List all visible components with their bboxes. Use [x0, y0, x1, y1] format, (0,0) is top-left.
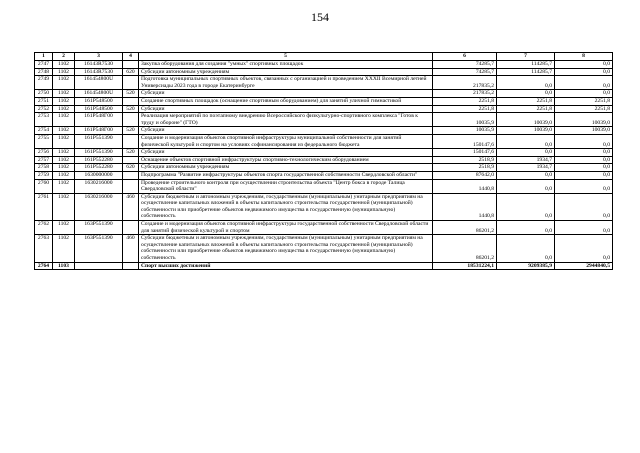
item-name: Закупка оборудования для создания "умных" спортивных площадок: [139, 61, 433, 69]
row-number: 2753: [35, 113, 53, 127]
col-header: 5: [139, 53, 433, 61]
col-header: 4: [123, 53, 139, 61]
table-row: [35, 156, 613, 164]
table-row: [35, 105, 613, 113]
item-name: Создание и модернизация объектов спортивной инфраструктуры государственной собственности Свердловской области для занятий физической культурой и спортом: [139, 221, 433, 235]
amount-year-1: 86201,2: [433, 221, 497, 235]
row-number: 2762: [35, 221, 53, 235]
row-number: 2750: [35, 90, 53, 98]
item-name: Подготовка муниципальных спортивных объектов, связанных с организацией и проведением XXXII Всемирной летней Универсиады 2023 года в городе Екатеринбурге: [139, 76, 433, 90]
amount-year-2: 114285,7: [497, 68, 555, 76]
amount-year-3: 0,0: [555, 164, 613, 172]
col-header: 7: [497, 53, 555, 61]
target-code: 161P548500: [75, 105, 123, 113]
amount-year-2: 0,0: [497, 171, 555, 179]
target-code: 16143R7530: [75, 61, 123, 69]
expense-type: [123, 61, 139, 69]
section-code: 1102: [53, 90, 75, 98]
table-row: [35, 221, 613, 235]
amount-year-1: 87642,0: [433, 171, 497, 179]
target-code: 161454800U: [75, 76, 123, 90]
col-header: 2: [53, 53, 75, 61]
target-code: 163P551390: [75, 235, 123, 262]
table-row: [35, 164, 613, 172]
target-code: 16143R7530: [75, 68, 123, 76]
table-row: [35, 61, 613, 69]
amount-year-1: 1440,8: [433, 193, 497, 220]
section-code: 1102: [53, 105, 75, 113]
section-code: 1102: [53, 149, 75, 157]
item-name: Создание и модернизация объектов спортивной инфраструктуры муниципальной собственности для занятий физической культурой и спортом на условиях софинансирования из федерального бюджета: [139, 134, 433, 148]
row-number: 2755: [35, 134, 53, 148]
target-code: 1630216000: [75, 179, 123, 193]
target-code: 161454800U: [75, 90, 123, 98]
row-number: 2764: [35, 262, 53, 270]
amount-year-2: 10039,0: [497, 113, 555, 127]
target-code: 161P551390: [75, 149, 123, 157]
amount-year-1: 2518,9: [433, 156, 497, 164]
table-row: [35, 90, 613, 98]
target-code: 161P548500: [75, 97, 123, 105]
item-name: Оснащение объектов спортивной инфраструктуры спортивно-технологическим оборудованием: [139, 156, 433, 164]
amount-year-1: 74285,7: [433, 61, 497, 69]
amount-year-2: 0,0: [497, 90, 555, 98]
expense-type: [123, 134, 139, 148]
item-name: Субсидии: [139, 90, 433, 98]
amount-year-2: 0,0: [497, 179, 555, 193]
item-name: Субсидии автономным учреждениям: [139, 164, 433, 172]
expense-type: [123, 221, 139, 235]
expense-type: 520: [123, 149, 139, 157]
row-number: 2756: [35, 149, 53, 157]
expense-type: 620: [123, 68, 139, 76]
section-code: 1102: [53, 76, 75, 90]
amount-year-1: 18531224,1: [433, 262, 497, 270]
expense-type: 520: [123, 127, 139, 135]
section-code: 1102: [53, 127, 75, 135]
amount-year-1: 74285,7: [433, 68, 497, 76]
expense-type: 460: [123, 235, 139, 262]
table-row: [35, 68, 613, 76]
expense-type: [123, 97, 139, 105]
expense-type: 520: [123, 90, 139, 98]
item-name: Субсидии бюджетным и автономным учреждениям, государственным (муниципальным) унитарным предприятиям на осуществление капитальных вложений в объекты капитального строительства государственной (муниципальной) собственности или приобретение объектов недвижимого имущества в государственную (муниципальную) собственность: [139, 193, 433, 220]
item-name: Подпрограмма "Развитие инфраструктуры объектов спорта государственной собственности Свердловской области": [139, 171, 433, 179]
expense-type: 620: [123, 164, 139, 172]
section-code: 1102: [53, 156, 75, 164]
section-code: 1102: [53, 193, 75, 220]
expense-type: 520: [123, 105, 139, 113]
amount-year-3: 0,0: [555, 156, 613, 164]
target-code: 1630000000: [75, 171, 123, 179]
amount-year-2: 0,0: [497, 221, 555, 235]
amount-year-3: 10039,0: [555, 127, 613, 135]
amount-year-2: 10039,0: [497, 127, 555, 135]
amount-year-3: 0,0: [555, 193, 613, 220]
item-name: Проведение строительного контроля при осуществлении строительства объекта "Центр бокса в городе Талица Свердловской области": [139, 179, 433, 193]
expense-type: [123, 262, 139, 270]
section-code: 1102: [53, 61, 75, 69]
row-number: 2752: [35, 105, 53, 113]
amount-year-2: 114285,7: [497, 61, 555, 69]
row-number: 2761: [35, 193, 53, 220]
col-header: 6: [433, 53, 497, 61]
table-row: [35, 235, 613, 262]
amount-year-2: 0,0: [497, 134, 555, 148]
row-number: 2757: [35, 156, 53, 164]
expense-type: [123, 156, 139, 164]
table-row: [35, 179, 613, 193]
section-code: 1102: [53, 221, 75, 235]
row-number: 2747: [35, 61, 53, 69]
row-number: 2763: [35, 235, 53, 262]
page-number: 154: [311, 10, 329, 24]
col-header: 8: [555, 53, 613, 61]
table-row: [35, 149, 613, 157]
amount-year-3: 0,0: [555, 149, 613, 157]
amount-year-1: 1440,8: [433, 179, 497, 193]
item-name: Спорт высших достижений: [139, 262, 433, 270]
amount-year-1: 150147,6: [433, 149, 497, 157]
amount-year-3: 0,0: [555, 235, 613, 262]
item-name: Субсидии: [139, 149, 433, 157]
amount-year-1: 10035,9: [433, 113, 497, 127]
total-row: [35, 262, 613, 270]
item-name: Субсидии: [139, 105, 433, 113]
section-code: 1102: [53, 164, 75, 172]
item-name: Субсидии: [139, 127, 433, 135]
expense-type: [123, 113, 139, 127]
budget-table: [34, 52, 613, 270]
amount-year-1: 217835,2: [433, 76, 497, 90]
section-code: 1102: [53, 113, 75, 127]
amount-year-1: 217835,2: [433, 90, 497, 98]
amount-year-1: 86201,2: [433, 235, 497, 262]
table-row: [35, 113, 613, 127]
amount-year-1: 2251,8: [433, 97, 497, 105]
amount-year-2: 0,0: [497, 149, 555, 157]
section-code: 1102: [53, 235, 75, 262]
amount-year-1: 2251,8: [433, 105, 497, 113]
table-row: [35, 134, 613, 148]
section-code: 1102: [53, 68, 75, 76]
amount-year-2: 0,0: [497, 235, 555, 262]
amount-year-3: 0,0: [555, 179, 613, 193]
amount-year-3: 0,0: [555, 68, 613, 76]
expense-type: [123, 179, 139, 193]
amount-year-2: 2251,8: [497, 97, 555, 105]
row-number: 2760: [35, 179, 53, 193]
col-header: 3: [75, 53, 123, 61]
amount-year-3: 0,0: [555, 61, 613, 69]
row-number: 2758: [35, 164, 53, 172]
amount-year-1: 150147,6: [433, 134, 497, 148]
amount-year-3: 0,0: [555, 90, 613, 98]
amount-year-3: 0,0: [555, 171, 613, 179]
table-row: [35, 97, 613, 105]
target-code: 161P548Г00: [75, 127, 123, 135]
amount-year-2: 1934,7: [497, 164, 555, 172]
expense-type: [123, 171, 139, 179]
expense-type: 460: [123, 193, 139, 220]
amount-year-3: 0,0: [555, 221, 613, 235]
section-code: 1102: [53, 171, 75, 179]
target-code: 161P551390: [75, 134, 123, 148]
amount-year-2: 1934,7: [497, 156, 555, 164]
amount-year-2: 2251,8: [497, 105, 555, 113]
row-number: 2751: [35, 97, 53, 105]
amount-year-1: 2518,9: [433, 164, 497, 172]
target-code: 163P551390: [75, 221, 123, 235]
expense-type: [123, 76, 139, 90]
target-code: 161P552280: [75, 156, 123, 164]
amount-year-3: 10039,0: [555, 113, 613, 127]
row-number: 2754: [35, 127, 53, 135]
section-code: 1103: [53, 262, 75, 270]
amount-year-3: 0,0: [555, 76, 613, 90]
target-code: 161P548Г00: [75, 113, 123, 127]
item-name: Реализация мероприятий по поэтапному внедрению Всероссийского физкультурно-спортивного комплекса "Готов к труду и обороне" (ГТО): [139, 113, 433, 127]
amount-year-1: 10035,9: [433, 127, 497, 135]
section-code: 1102: [53, 97, 75, 105]
amount-year-3: 2251,8: [555, 97, 613, 105]
table-row: [35, 76, 613, 90]
table-row: [35, 193, 613, 220]
row-number: 2748: [35, 68, 53, 76]
amount-year-2: 0,0: [497, 76, 555, 90]
table-row: [35, 127, 613, 135]
target-code: 161P552280: [75, 164, 123, 172]
amount-year-2: 0,0: [497, 193, 555, 220]
target-code: 1630216000: [75, 193, 123, 220]
header-row: [35, 53, 613, 61]
amount-year-3: 0,0: [555, 134, 613, 148]
row-number: 2759: [35, 171, 53, 179]
target-code: [75, 262, 123, 270]
section-code: 1102: [53, 179, 75, 193]
item-name: Субсидии бюджетным и автономным учреждениям, государственным (муниципальным) унитарным предприятиям на осуществление капитальных вложений в объекты капитального строительства государственной (муниципальной) собственности или приобретение объектов недвижимого имущества в государственную (муниципальную) собственность: [139, 235, 433, 262]
amount-year-3: 2944840,5: [555, 262, 613, 270]
item-name: Создание спортивных площадок (оснащение спортивным оборудованием) для занятий уличной гимнастикой: [139, 97, 433, 105]
amount-year-2: 9209385,9: [497, 262, 555, 270]
item-name: Субсидии автономным учреждениям: [139, 68, 433, 76]
table-row: [35, 171, 613, 179]
col-header: 1: [35, 53, 53, 61]
section-code: 1102: [53, 134, 75, 148]
amount-year-3: 2251,8: [555, 105, 613, 113]
row-number: 2749: [35, 76, 53, 90]
